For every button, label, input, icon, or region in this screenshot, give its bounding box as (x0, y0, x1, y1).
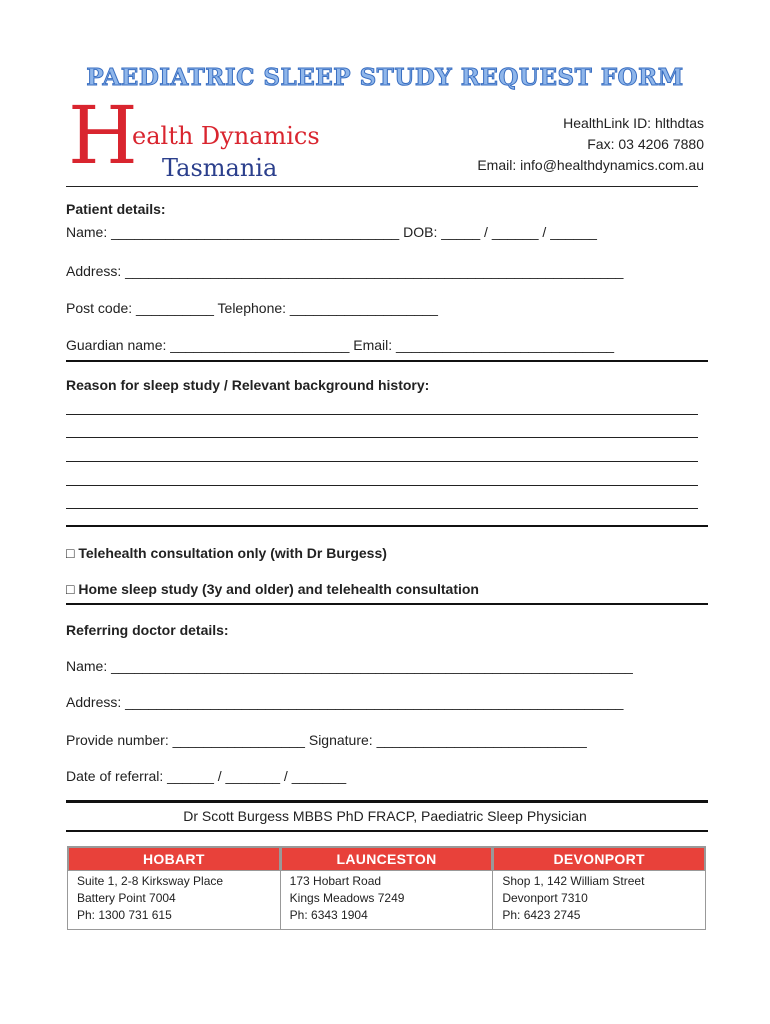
office-phone: Ph: 1300 731 615 (77, 908, 172, 922)
office-address-line: Suite 1, 2-8 Kirksway Place (77, 874, 224, 888)
patient-name-dob-field[interactable]: Name: _____________________________________ DOB: _____ / ______ / ______ (66, 224, 597, 240)
office-suburb-line: Battery Point 7004 (77, 891, 176, 905)
contact-block (477, 113, 704, 176)
telehealth-only-checkbox[interactable]: □ Telehealth consultation only (with Dr Burgess) (66, 545, 387, 561)
office-address-line: 173 Hobart Road (289, 874, 382, 888)
referral-date-field[interactable]: Date of referral: ______ / _______ / _______ (66, 768, 347, 784)
home-sleep-study-checkbox[interactable]: □ Home sleep study (3y and older) and telehealth consultation (66, 581, 479, 597)
logo-line-1: ealth Dynamics (132, 122, 320, 150)
office-name: DEVONPORT (493, 847, 705, 871)
footer-top-rule (66, 800, 708, 803)
office-suburb-line: Devonport 7310 (502, 891, 588, 905)
provider-signature-field[interactable]: Provide number: _________________ Signature: ___________________________ (66, 732, 587, 748)
reason-line[interactable] (66, 508, 698, 509)
office-suburb-line: Kings Meadows 7249 (289, 891, 405, 905)
section-divider (66, 525, 708, 527)
reason-line[interactable] (66, 437, 698, 438)
section-divider (66, 360, 708, 362)
office-hobart (68, 847, 281, 929)
form-title: PAEDIATRIC SLEEP STUDY REQUEST FORM (86, 64, 684, 91)
office-name: HOBART (68, 847, 280, 871)
office-devonport (493, 847, 705, 929)
health-dynamics-logo (68, 89, 348, 186)
referring-doctor-heading: Referring doctor details: (66, 622, 229, 638)
office-phone: Ph: 6343 1904 (289, 908, 368, 922)
office-address-line: Shop 1, 142 William Street (502, 874, 645, 888)
referrer-name-field[interactable]: Name: ___________________________________________________________________ (66, 658, 633, 674)
logo-line-2: Tasmania (162, 154, 278, 182)
header-divider (66, 186, 698, 187)
reason-line[interactable] (66, 485, 698, 486)
healthlink-id: HealthLink ID: hlthdtas (563, 115, 704, 131)
office-launceston (281, 847, 494, 929)
patient-address-field[interactable]: Address: ________________________________________________________________ (66, 263, 624, 279)
office-name: LAUNCESTON (281, 847, 493, 871)
reason-line[interactable] (66, 461, 698, 462)
postcode-telephone-field[interactable]: Post code: __________ Telephone: ___________________ (66, 300, 438, 316)
reason-line[interactable] (66, 414, 698, 415)
physician-name: Dr Scott Burgess MBBS PhD FRACP, Paediatric Sleep Physician (183, 808, 587, 824)
patient-details-heading: Patient details: (66, 201, 166, 217)
office-phone: Ph: 6423 2745 (502, 908, 581, 922)
logo-letter: H (68, 89, 138, 182)
footer-bottom-rule (66, 830, 708, 832)
guardian-email-field[interactable]: Guardian name: _______________________ Email: ____________________________ (66, 337, 615, 353)
referrer-address-field[interactable]: Address: ________________________________________________________________ (66, 694, 624, 710)
section-divider (66, 603, 708, 605)
office-locations-table (67, 846, 706, 930)
fax-number: Fax: 03 4206 7880 (587, 136, 704, 152)
contact-email: Email: info@healthdynamics.com.au (477, 157, 704, 173)
reason-heading: Reason for sleep study / Relevant background history: (66, 377, 430, 393)
